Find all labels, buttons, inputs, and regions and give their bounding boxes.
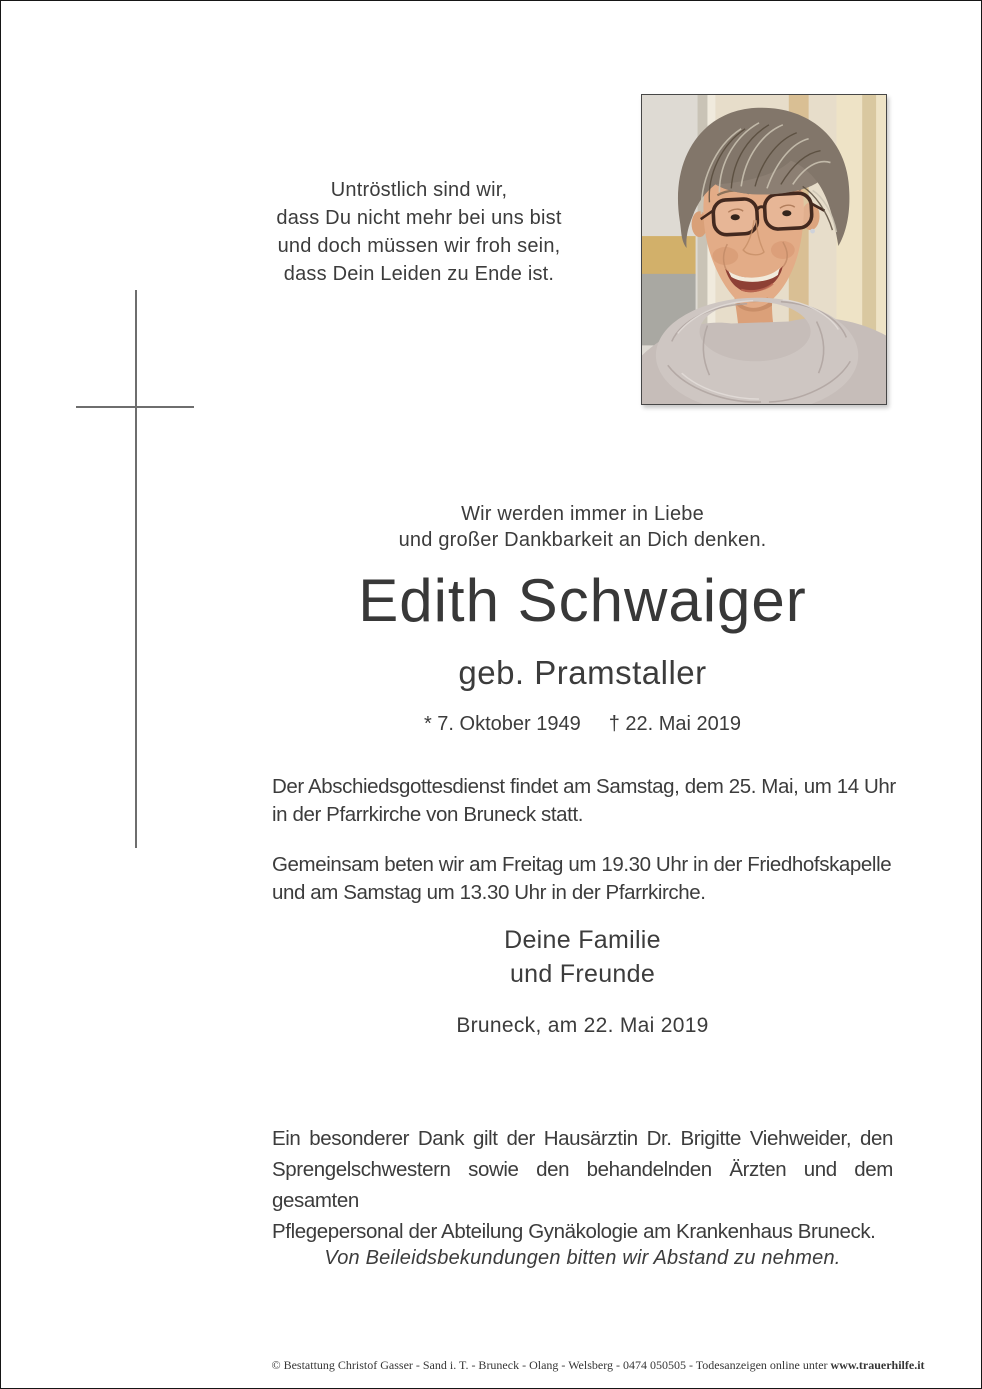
opening-verse bbox=[119, 176, 719, 288]
verse-line: dass Dein Leiden zu Ende ist. bbox=[283, 263, 555, 285]
cross-vertical-line bbox=[135, 290, 137, 848]
verse-line: Untröstlich sind wir, bbox=[330, 179, 508, 201]
prayer-service-paragraph bbox=[272, 851, 893, 907]
thanks-line: Sprengelschwestern sowie den behandelnden Ärzten und dem gesamten bbox=[272, 1158, 893, 1212]
footer-website: www.trauerhilfe.it bbox=[830, 1358, 925, 1372]
service-line: Der Abschiedsgottesdienst findet am Samstag, dem 25. Mai, um 14 Uhr bbox=[272, 775, 896, 798]
thanks-line: Pflegepersonal der Abteilung Gynäkologie am Krankenhaus Bruneck. bbox=[272, 1220, 876, 1243]
condolence-note: Von Beileidsbekundungen bitten wir Abstand zu nehmen. bbox=[324, 1247, 841, 1269]
intro-line: Wir werden immer in Liebe bbox=[461, 503, 704, 525]
funeral-home-footer bbox=[212, 1358, 982, 1373]
life-dates bbox=[272, 711, 893, 737]
birth-date: * 7. Oktober 1949 bbox=[423, 713, 581, 735]
verse-line: und doch müssen wir froh sein, bbox=[277, 235, 561, 257]
service-line: in der Pfarrkirche von Bruneck statt. bbox=[272, 803, 584, 826]
thanks-line: Ein besonderer Dank gilt der Hausärztin Dr. Brigitte Viehweider, den bbox=[272, 1127, 893, 1150]
verse-line: dass Du nicht mehr bei uns bist bbox=[276, 207, 562, 229]
death-date: † 22. Mai 2019 bbox=[608, 713, 742, 735]
service-line: Gemeinsam beten wir am Freitag um 19.30 Uhr in der Friedhofskapelle bbox=[272, 853, 892, 876]
service-line: und am Samstag um 13.30 Uhr in der Pfarrkirche. bbox=[272, 881, 706, 904]
deceased-name: Edith Schwaiger bbox=[358, 567, 807, 634]
intro-line: und großer Dankbarkeit an Dich denken. bbox=[398, 529, 767, 551]
maiden-name: geb. Pramstaller bbox=[458, 654, 707, 691]
cross-horizontal-line bbox=[76, 406, 194, 408]
mourners-line: Deine Familie bbox=[504, 926, 661, 954]
remembrance-intro bbox=[272, 501, 893, 553]
place-and-date: Bruneck, am 22. Mai 2019 bbox=[456, 1014, 709, 1037]
footer-text: © Bestattung Christof Gasser - Sand i. T. - Bruneck - Olang - Welsberg - 0474 050505 - Todesanzeigen online unter bbox=[271, 1358, 831, 1372]
farewell-service-paragraph bbox=[272, 773, 896, 829]
mourners bbox=[272, 923, 893, 991]
mourners-line: und Freunde bbox=[509, 960, 656, 988]
thanks-paragraph bbox=[272, 1123, 893, 1247]
